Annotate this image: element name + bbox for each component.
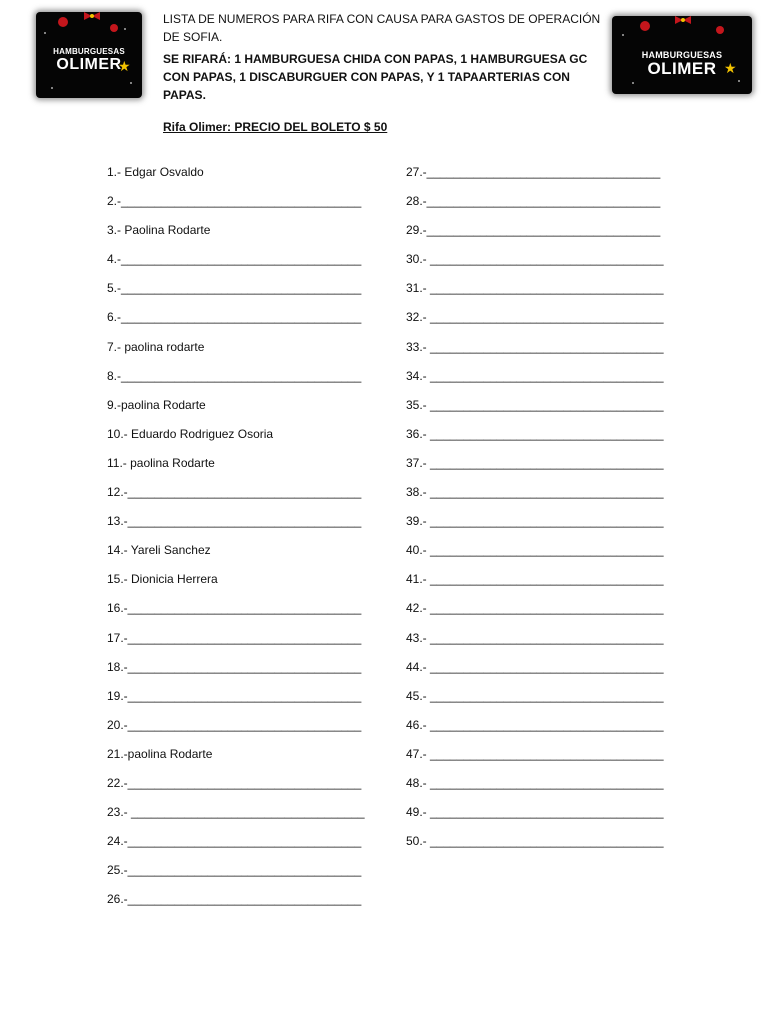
bow-icon — [83, 12, 101, 20]
ticket-price: Rifa Olimer: PRECIO DEL BOLETO $ 50 — [163, 120, 388, 134]
raffle-entry: 39.- ___________________________________ — [406, 514, 664, 529]
prizes-description: SE RIFARÁ: 1 HAMBURGUESA CHIDA CON PAPAS, 1 HAMBURGUESA GC CON PAPAS, 1 DISCABURGUER CON PAPAS, Y 1 TAPAARTERIAS CON PAPAS. — [163, 52, 588, 102]
raffle-entry: 30.- ___________________________________ — [406, 252, 664, 267]
raffle-entry: 31.- ___________________________________ — [406, 281, 664, 296]
raffle-entry: 45.- ___________________________________ — [406, 688, 664, 703]
raffle-entry: 23.- ___________________________________ — [107, 805, 365, 820]
logo-left — [36, 12, 142, 98]
bow-icon — [674, 16, 692, 24]
raffle-entry: 8.-____________________________________ — [107, 368, 362, 383]
sparkle-decoration — [632, 82, 634, 84]
raffle-entry: 33.- ___________________________________ — [406, 339, 664, 354]
raffle-entry: 1.- Edgar Osvaldo — [107, 165, 204, 179]
raffle-entry: 9.-paolina Rodarte — [107, 397, 206, 412]
brand-name: OLIMER — [56, 56, 122, 73]
raffle-entry: 49.- ___________________________________ — [406, 805, 664, 820]
raffle-entry: 48.- ___________________________________ — [406, 775, 664, 790]
raffle-entry: 5.-____________________________________ — [107, 281, 362, 296]
sparkle-decoration — [44, 32, 46, 34]
raffle-entry: 28.-___________________________________ — [406, 194, 661, 209]
ornament-icon — [640, 21, 650, 31]
raffle-entry: 36.- ___________________________________ — [406, 426, 664, 441]
brand-name: OLIMER — [647, 59, 717, 78]
raffle-entry: 32.- ___________________________________ — [406, 310, 664, 325]
ornament-icon — [58, 17, 68, 27]
raffle-entry: 14.- Yareli Sanchez — [107, 543, 211, 558]
sparkle-decoration — [130, 82, 132, 84]
raffle-entry: 25.-___________________________________ — [107, 863, 362, 878]
sparkle-decoration — [51, 87, 53, 89]
raffle-entry: 37.- ___________________________________ — [406, 455, 664, 470]
raffle-entry: 21.-paolina Rodarte — [107, 746, 213, 761]
raffle-entry: 13.-___________________________________ — [107, 514, 362, 529]
raffle-entry: 15.- Dionicia Herrera — [107, 572, 218, 587]
raffle-entry: 19.-___________________________________ — [107, 688, 362, 703]
numbers-list-right — [406, 163, 664, 861]
document-header — [163, 10, 603, 136]
raffle-entry: 16.-___________________________________ — [107, 601, 362, 616]
sparkle-decoration — [738, 80, 740, 82]
raffle-entry: 44.- ___________________________________ — [406, 659, 664, 674]
logo-right — [612, 16, 752, 94]
raffle-entry: 7.- paolina rodarte — [107, 339, 205, 354]
raffle-entry: 42.- ___________________________________ — [406, 601, 664, 616]
raffle-entry: 50.- ___________________________________ — [406, 834, 664, 849]
brand-subtitle: HAMBURGUESAS — [641, 50, 723, 60]
raffle-entry: 38.- ___________________________________ — [406, 485, 664, 500]
raffle-entry: 43.- ___________________________________ — [406, 630, 664, 645]
raffle-entry: 10.- Eduardo Rodriguez Osoria — [107, 426, 274, 441]
raffle-entry: 22.-___________________________________ — [107, 775, 362, 790]
raffle-entry: 11.- paolina Rodarte — [107, 455, 215, 470]
raffle-entry: 12.-___________________________________ — [107, 485, 362, 500]
raffle-entry: 20.-___________________________________ — [107, 717, 362, 732]
raffle-entry: 27.-___________________________________ — [406, 165, 661, 179]
star-icon: ★ — [118, 58, 131, 74]
raffle-entry: 46.- ___________________________________ — [406, 717, 664, 732]
numbers-list-left — [107, 163, 365, 919]
raffle-entry: 41.- ___________________________________ — [406, 572, 664, 587]
ornament-icon — [110, 24, 118, 32]
brand-subtitle: HAMBURGUESAS — [53, 47, 125, 56]
raffle-description: LISTA DE NUMEROS PARA RIFA CON CAUSA PARA GASTOS DE OPERACIÓN DE SOFIA. — [163, 12, 601, 44]
sparkle-decoration — [622, 34, 624, 36]
raffle-entry: 2.-____________________________________ — [107, 194, 362, 209]
raffle-entry: 3.- Paolina Rodarte — [107, 223, 211, 238]
raffle-entry: 40.- ___________________________________ — [406, 543, 664, 558]
raffle-entry: 6.-____________________________________ — [107, 310, 362, 325]
raffle-entry: 29.-___________________________________ — [406, 223, 661, 238]
ornament-icon — [716, 26, 724, 34]
raffle-entry: 34.- ___________________________________ — [406, 368, 664, 383]
raffle-entry: 26.-___________________________________ — [107, 892, 362, 907]
raffle-entry: 24.-___________________________________ — [107, 834, 362, 849]
raffle-entry: 18.-___________________________________ — [107, 659, 362, 674]
sparkle-decoration — [124, 28, 126, 30]
raffle-entry: 17.-___________________________________ — [107, 630, 362, 645]
raffle-entry: 47.- ___________________________________ — [406, 746, 664, 761]
raffle-entry: 4.-____________________________________ — [107, 252, 362, 267]
star-icon: ★ — [724, 60, 737, 76]
raffle-entry: 35.- ___________________________________ — [406, 397, 664, 412]
